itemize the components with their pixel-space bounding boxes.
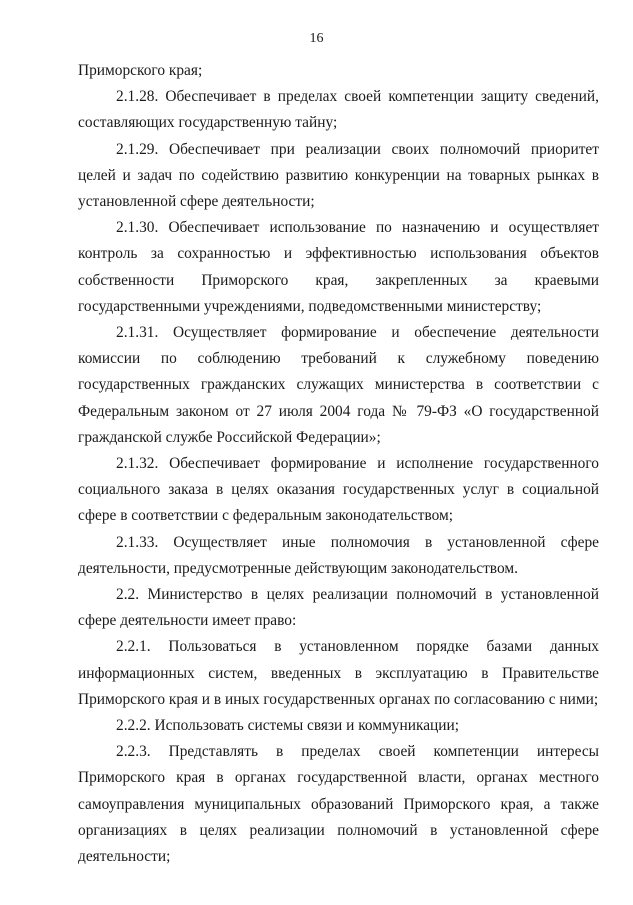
paragraph-2-1-28: 2.1.28. Обеспечивает в пределах своей компетенции защиту сведений, составляющих государственную тайну;	[78, 88, 599, 132]
paragraph-2-1-29: 2.1.29. Обеспечивает при реализации своих полномочий приоритет целей и задач по содействию развитию конкуренции на товарных рынках в установленной сфере деятельности;	[78, 140, 599, 211]
paragraph-2-2: 2.2. Министерство в целях реализации полномочий в установленной сфере деятельности имеет право:	[78, 586, 599, 630]
paragraph-2-2-3: 2.2.3. Представлять в пределах своей компетенции интересы Приморского края в органах государственной власти, органах местного самоуправления муниципальных образований Приморского края, а также организациях в целях реализации полномочий в установленной сфере деятельности;	[78, 743, 599, 866]
paragraph-2-1-30: 2.1.30. Обеспечивает использование по назначению и осуществляет контроль за сохранностью и эффективностью использования объектов собственности Приморского края, закрепленных за краевыми государственными учреждениями, подведомственными министерству;	[78, 219, 599, 315]
paragraph-2-2-2: 2.2.2. Использовать системы связи и коммуникации;	[116, 717, 460, 735]
paragraph-2-2-1: 2.2.1. Пользоваться в установленном порядке базами данных информационных систем, введенных в эксплуатацию в Правительстве Приморского края и в иных государственных органах по согласованию с ними;	[78, 638, 599, 708]
page-number: 16	[309, 31, 324, 46]
paragraph-2-1-31: 2.1.31. Осуществляет формирование и обеспечение деятельности комиссии по соблюдению требований к служебному поведению государственных гражданских служащих министерства в соответствии с Федеральным законом от 27 июля 2004 года № 79-ФЗ «О государственной гражданской службе Российской Федерации»;	[78, 324, 599, 446]
paragraph-2-1-32: 2.1.32. Обеспечивает формирование и исполнение государственного социального заказа в целях оказания государственных услуг в социальной сфере в соответствии с федеральным законодательством;	[78, 455, 599, 525]
paragraph-continuation: Приморского края;	[78, 62, 203, 79]
document-body	[78, 58, 599, 870]
paragraph-2-1-33: 2.1.33. Осуществляет иные полномочия в установленной сфере деятельности, предусмотренные действующим законодательством.	[78, 533, 599, 577]
